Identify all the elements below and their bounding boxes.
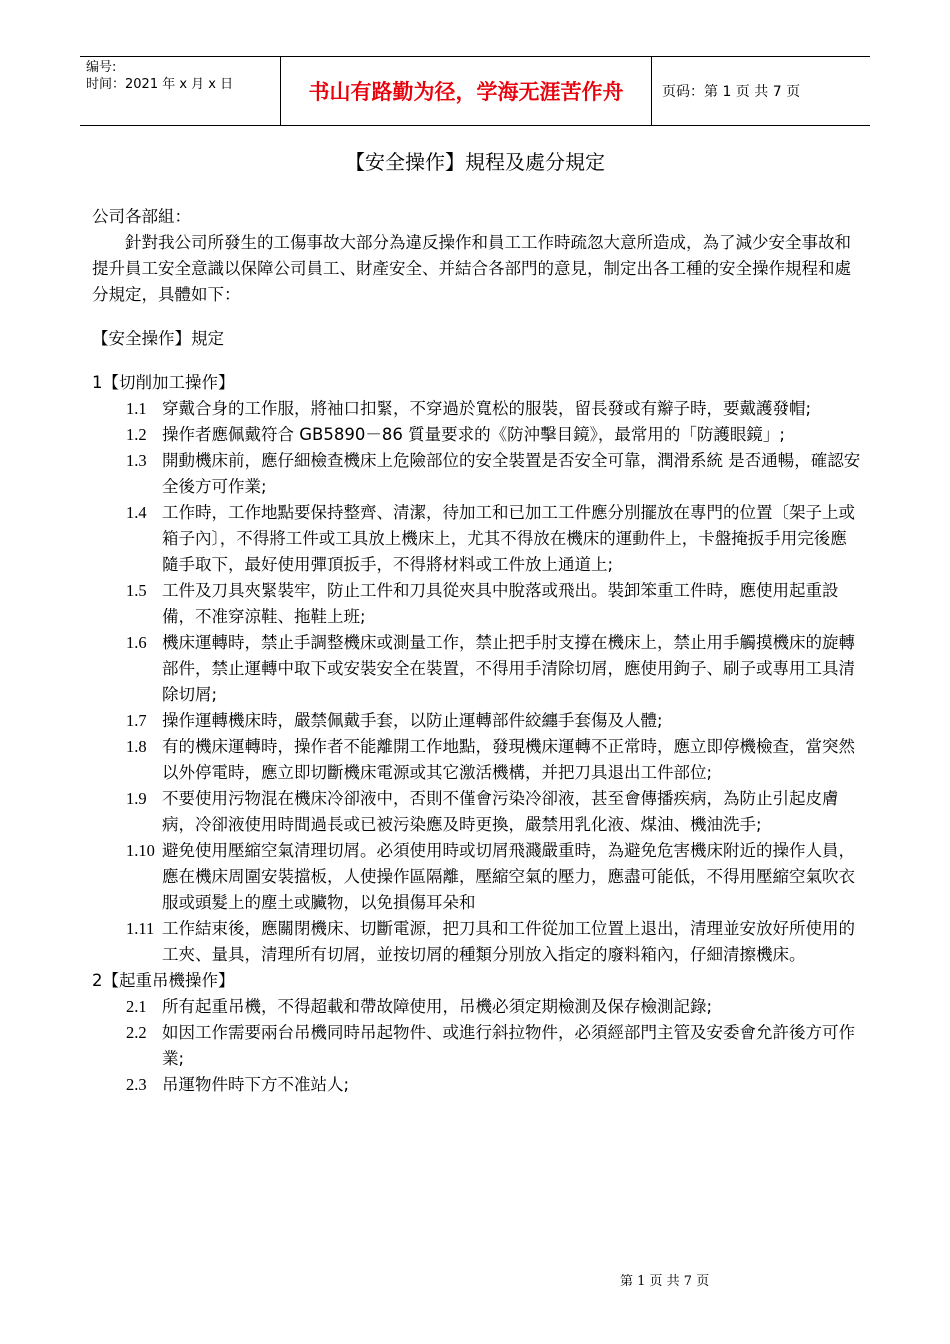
list-item xyxy=(92,1020,862,1072)
list-item xyxy=(92,448,862,500)
item-text: 有的機床運轉時，操作者不能離開工作地點，發現機床運轉不正常時，應立即停機檢查，當突然以外停電時，應立即切斷機床電源或其它激活機構，并把刀具退出工件部位; xyxy=(162,737,855,782)
list-item xyxy=(92,838,862,916)
list-item xyxy=(92,578,862,630)
list-item xyxy=(92,708,862,734)
item-number: 2.2 xyxy=(126,1023,147,1042)
list-item xyxy=(92,500,862,578)
item-text: 穿戴合身的工作服，將袖口扣緊，不穿過於寬松的服裝，留長發或有辮子時，要戴護發帽; xyxy=(162,399,812,418)
document-body xyxy=(92,204,862,1098)
item-number: 1.2 xyxy=(126,425,147,444)
item-text: 操作者應佩戴符合 GB5890－86 質量要求的《防沖擊目鏡》，最常用的「防護眼鏡」; xyxy=(162,425,785,444)
item-text: 如因工作需要兩台吊機同時吊起物件、或進行斜拉物件，必須經部門主管及安委會允許後方可作業; xyxy=(162,1023,855,1068)
item-text: 操作運轉機床時，嚴禁佩戴手套，以防止運轉部件絞纏手套傷及人體; xyxy=(162,711,663,730)
item-text: 吊運物件時下方不准站人; xyxy=(162,1075,350,1094)
document-time-label: 时间：2021 年 x 月 x 日 xyxy=(86,77,234,92)
item-text: 工件及刀具夾緊裝牢，防止工件和刀具從夾具中脫落或飛出。裝卸笨重工件時，應使用起重設備，不准穿涼鞋、拖鞋上班; xyxy=(162,581,839,626)
list-item xyxy=(92,630,862,708)
section-heading: 2【起重吊機操作】 xyxy=(92,971,235,990)
intro-paragraph: 針對我公司所發生的工傷事故大部分為違反操作和員工工作時疏忽大意所造成，為了減少安全事故和提升員工安全意識以保障公司員工、財產安全、并結合各部門的意見，制定出各工種的安全操作規程和處分規定，具體如下： xyxy=(92,233,851,304)
item-number: 2.3 xyxy=(126,1075,147,1094)
document-number-label: 编号: xyxy=(86,60,117,75)
item-text: 工作結束後，應關閉機床、切斷電源，把刀具和工件從加工位置上退出，清理並安放好所使用的工夾、量具，清理所有切屑，並按切屑的種類分別放入指定的廢料箱內，仔細清擦機床。 xyxy=(162,919,855,964)
item-number: 1.3 xyxy=(126,451,147,470)
item-number: 2.1 xyxy=(126,997,147,1016)
header-motto: 书山有路勤为径，学海无涯苦作舟 xyxy=(280,57,652,125)
item-text: 所有起重吊機，不得超載和帶故障使用，吊機必須定期檢測及保存檢測記錄; xyxy=(162,997,713,1016)
item-number: 1.8 xyxy=(126,737,147,756)
item-text: 避免使用壓縮空氣清理切屑。必須使用時或切屑飛濺嚴重時，為避免危害機床附近的操作人員，應在機床周圍安裝擋板，人使操作區隔離，壓縮空氣的壓力，應盡可能低，不得用壓縮空氣吹衣服或頭髮上的塵土或臟物，以免損傷耳朵和 xyxy=(162,841,855,912)
item-number: 1.5 xyxy=(126,581,147,600)
footer-page-number: 第 1 页 共 7 页 xyxy=(620,1274,710,1289)
item-text: 機床運轉時，禁止手調整機床或測量工作，禁止把手肘支撐在機床上，禁止用手觸摸機床的旋轉部件，禁止運轉中取下或安裝安全在裝置，不得用手清除切屑，應使用鉤子、刷子或專用工具清除切屑; xyxy=(162,633,855,704)
item-number: 1.6 xyxy=(126,633,147,652)
list-item xyxy=(92,396,862,422)
list-item xyxy=(92,994,862,1020)
list-item xyxy=(92,786,862,838)
list-item xyxy=(92,916,862,968)
item-number: 1.10 xyxy=(126,841,155,860)
item-text: 工作時，工作地點要保持整齊、清潔，待加工和已加工工件應分別擺放在專門的位置〔架子上或箱子內〕，不得將工件或工具放上機床上，尤其不得放在機床的運動件上，卡盤掩扳手用完後應隨手取下，最好使用彈頂扳手，不得將材料或工件放上通道上; xyxy=(162,503,855,574)
item-number: 1.7 xyxy=(126,711,147,730)
salutation: 公司各部組： xyxy=(92,207,191,226)
item-number: 1.9 xyxy=(126,789,147,808)
document-title: 【安全操作】規程及處分規定 xyxy=(345,150,605,174)
header-page-info: 页码：第 1 页 共 7 页 xyxy=(662,84,801,100)
section-heading: 1【切削加工操作】 xyxy=(92,373,235,392)
list-item xyxy=(92,1072,862,1098)
item-number: 1.4 xyxy=(126,503,147,522)
header-meta xyxy=(80,57,280,125)
item-text: 不要使用污物混在機床冷卻液中，否則不僅會污染冷卻液，甚至會傳播疾病，為防止引起皮膚病，冷卻液使用時間過長或已被污染應及時更換，嚴禁用乳化液、煤油、機油洗手; xyxy=(162,789,839,834)
item-number: 1.1 xyxy=(126,399,147,418)
sections xyxy=(92,370,862,1098)
rules-heading: 【安全操作】規定 xyxy=(92,329,224,348)
page-header xyxy=(80,56,870,126)
list-item xyxy=(92,734,862,786)
list-item xyxy=(92,422,862,448)
item-number: 1.11 xyxy=(126,919,155,938)
item-text: 開動機床前，應仔細檢查機床上危險部位的安全裝置是否安全可靠，潤滑系統 是否通暢，確認安全後方可作業; xyxy=(162,451,861,496)
